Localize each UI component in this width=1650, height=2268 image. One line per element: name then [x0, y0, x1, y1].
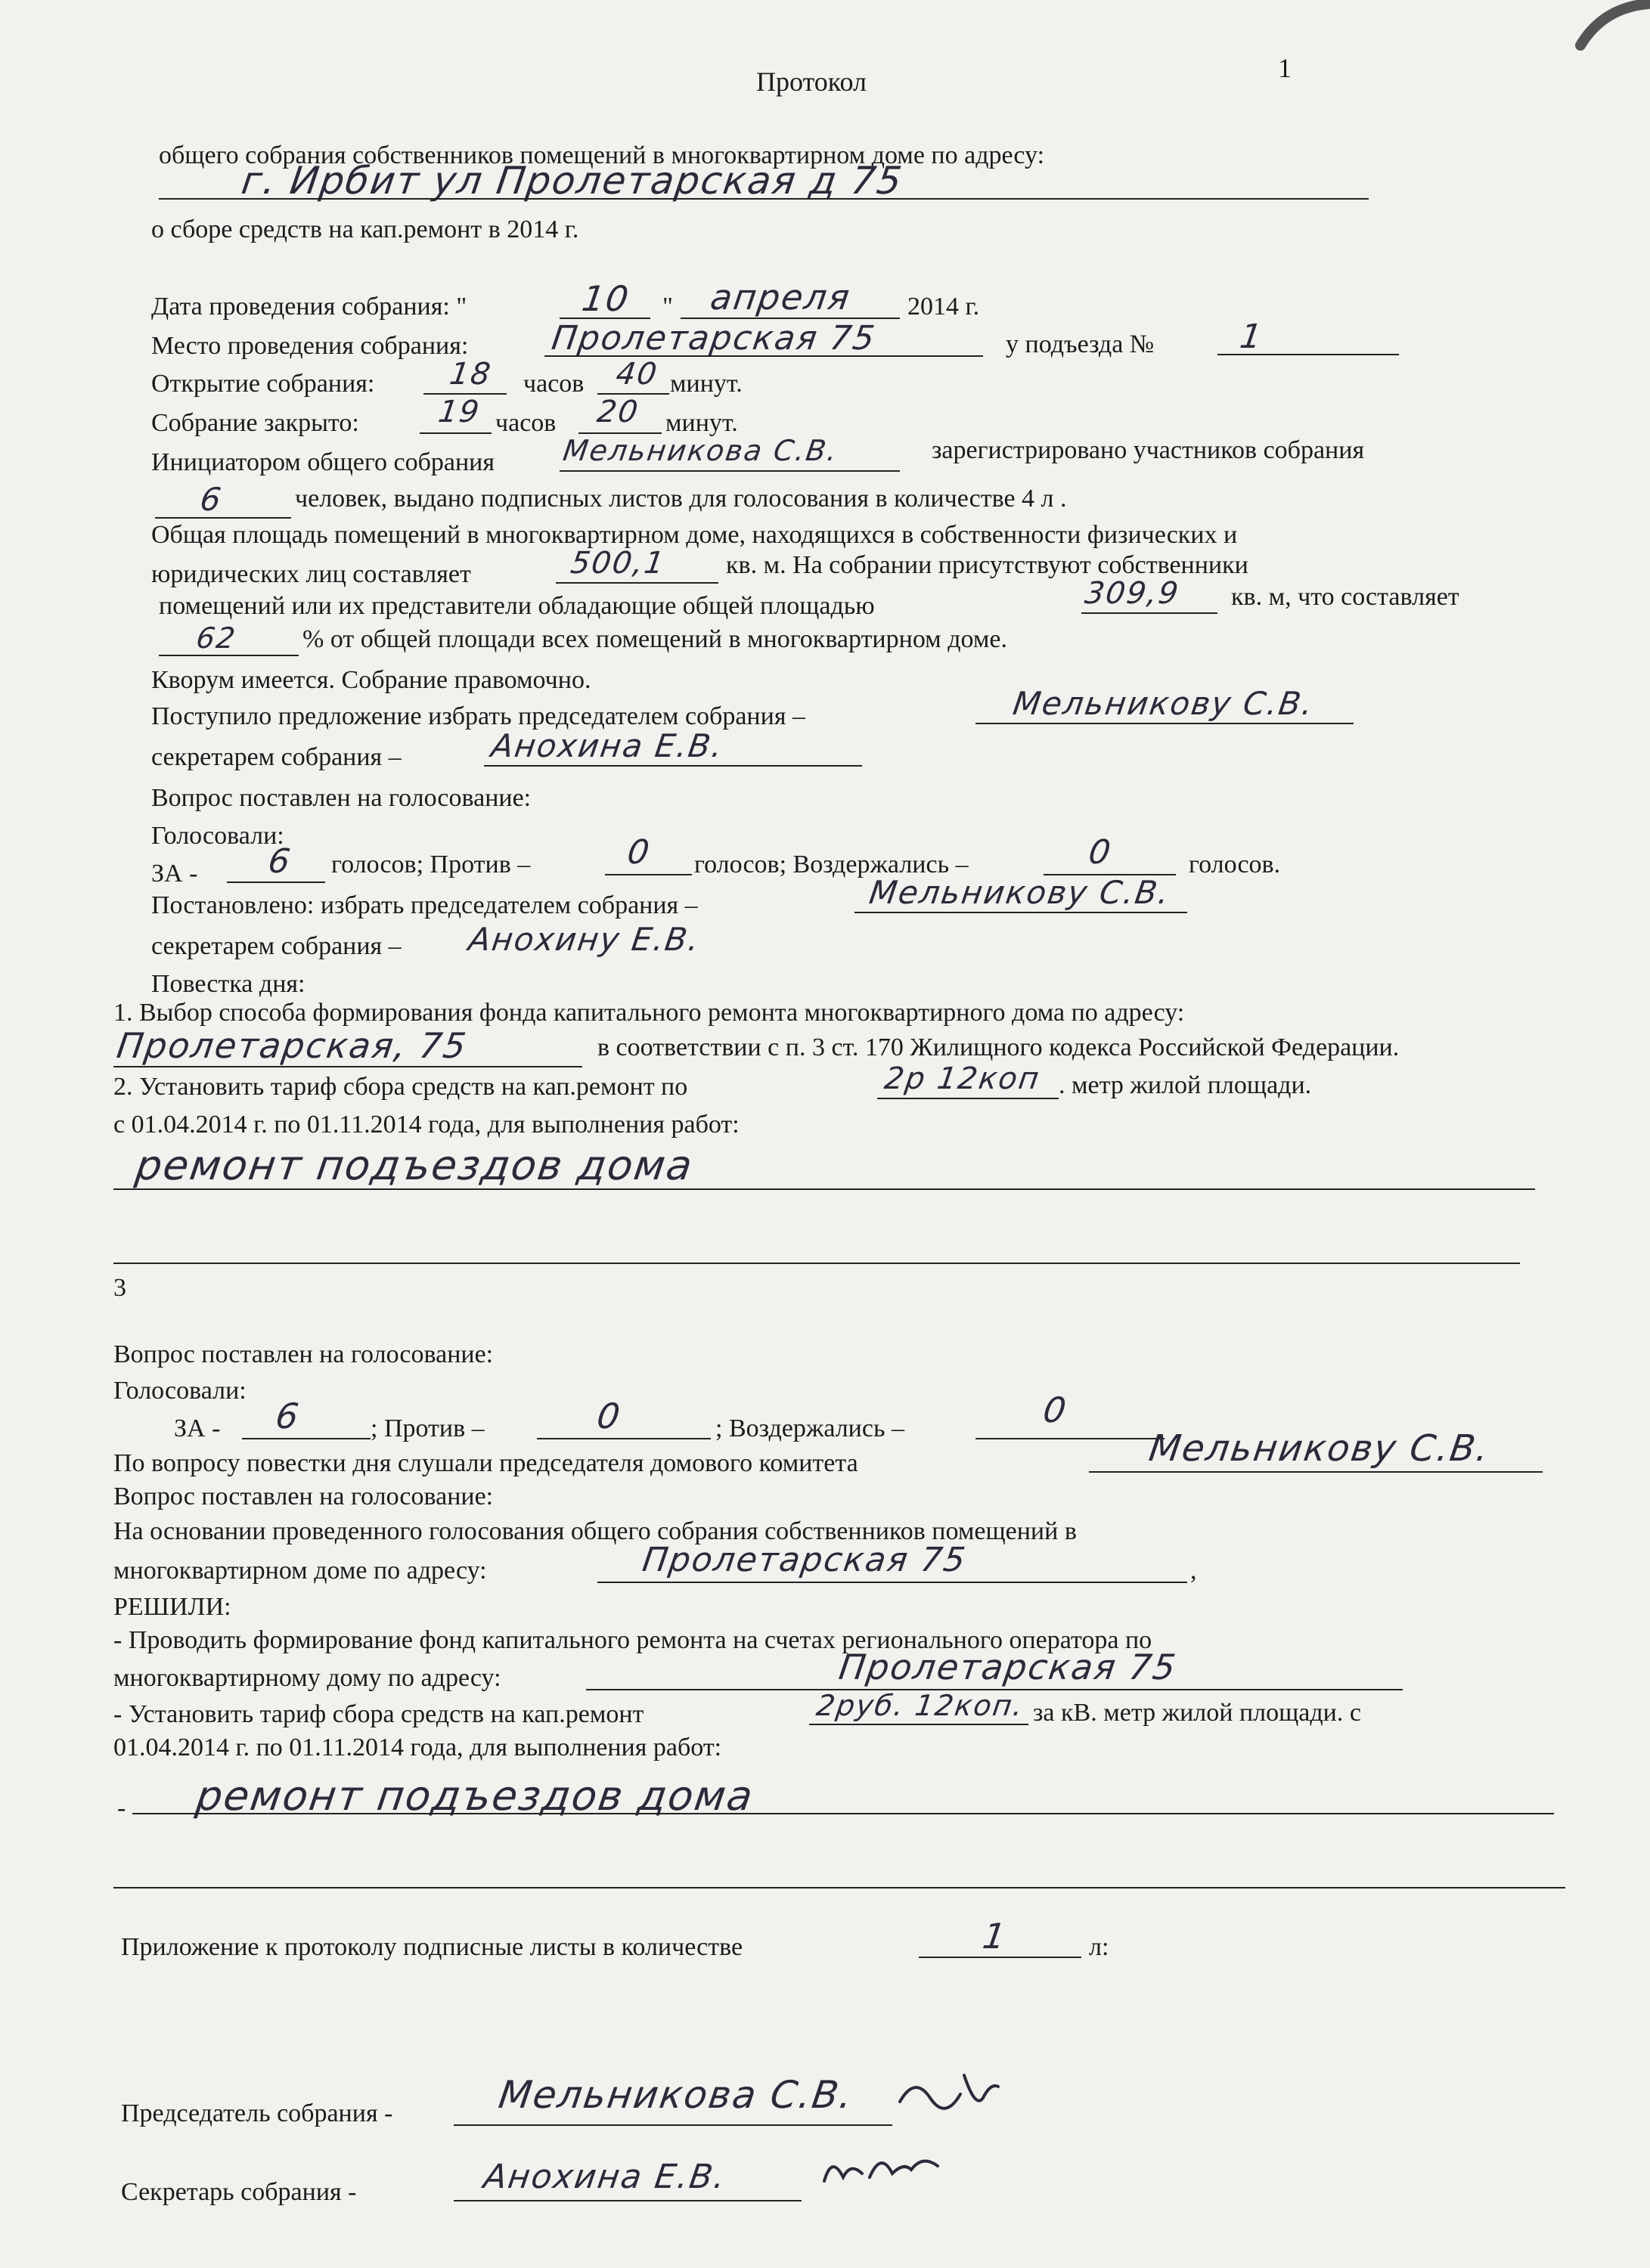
area-line-2-suffix: кв. м. На собрании присутствуют собственники	[726, 551, 1248, 579]
open-minutes-word: минут.	[670, 370, 743, 398]
signature-secretary-underline	[454, 2200, 802, 2201]
decision-question-put-2: Вопрос поставлен на голосование:	[113, 1483, 494, 1510]
participants-handwritten: 6	[197, 481, 225, 518]
agenda-works-handwritten: ремонт подъездов дома	[132, 1142, 696, 1189]
appendix-unit: л:	[1089, 1933, 1109, 1961]
chair-proposal-underline	[975, 723, 1354, 724]
initiator-underline	[560, 470, 900, 472]
decision-works-underline-2	[113, 1887, 1565, 1888]
registered-text: зарегистрировано участников собрания	[932, 436, 1365, 464]
decision-question-put: Вопрос поставлен на голосование:	[113, 1340, 494, 1368]
signature-chair-underline	[454, 2124, 892, 2126]
agenda-item-2-tariff-handwritten: 2р 12коп	[882, 1061, 1043, 1096]
area-total-handwritten: 500,1	[568, 546, 668, 581]
decision-voted-label: Голосовали:	[113, 1377, 247, 1405]
quorum-text: Кворум имеется. Собрание правомочно.	[151, 666, 591, 694]
resolved-secretary-label: секретарем собрания –	[151, 932, 402, 960]
participants-text: человек, выдано подписных листов для голосования в количестве 4 л .	[295, 485, 1067, 513]
agenda-item-1: 1. Выбор способа формирования фонда капитального ремонта многоквартирного дома по адресу:	[113, 999, 1185, 1027]
decision-tariff-underline	[809, 1724, 1028, 1725]
area-line-2-prefix: юридических лиц составляет	[151, 560, 471, 588]
decision-basis-comma: ,	[1190, 1557, 1197, 1585]
decision-heard-text: По вопросу повестки дня слушали председателя домового комитета	[113, 1449, 858, 1477]
votes-za-label: ЗА -	[151, 860, 198, 888]
decision-fund-line-2: многоквартирному дому по адресу:	[113, 1664, 501, 1692]
place-label: Место проведения собрания:	[151, 332, 469, 360]
date-day-handwritten: 10	[579, 278, 633, 319]
chair-signature-flourish-icon	[892, 2064, 1006, 2124]
agenda-label: Повестка дня:	[151, 970, 305, 998]
address-handwritten: г. Ирбит ул Пролетарская д 75	[238, 159, 906, 203]
close-minutes-word: минут.	[665, 409, 738, 437]
question-put: Вопрос поставлен на голосование:	[151, 784, 532, 812]
resolved-chair: Постановлено: избрать председателем собрания –	[151, 891, 698, 919]
close-hours-handwritten: 19	[436, 395, 483, 429]
open-hours-word: часов	[523, 370, 585, 398]
date-prefix: Дата проведения собрания: "	[151, 293, 467, 321]
agenda-item-1-underline	[113, 1066, 582, 1067]
signature-secretary-handwritten: Анохина Е.В.	[481, 2158, 729, 2196]
decision-works-handwritten: ремонт подъездов дома	[193, 1772, 757, 1820]
decision-tariff-handwritten: 2руб. 12коп.	[814, 1689, 1026, 1722]
close-hours-underline	[420, 432, 492, 434]
decision-za-underline	[242, 1438, 371, 1439]
appendix-count-underline	[919, 1957, 1081, 1958]
votes-za-underline	[227, 881, 325, 883]
decision-tariff-suffix: за кВ. метр жилой площади. с	[1033, 1699, 1361, 1727]
resolved-chair-handwritten: Мельникову С.В.	[867, 874, 1173, 911]
agenda-works-underline-2	[113, 1263, 1520, 1264]
date-year: 2014 г.	[907, 293, 980, 321]
place-handwritten: Пролетарская 75	[549, 319, 879, 358]
decision-works-dash: -	[117, 1794, 126, 1822]
area-line-3-prefix: помещений или их представители обладающие общей площадью	[159, 592, 875, 620]
appendix-text: Приложение к протоколу подписные листы в количестве	[121, 1933, 743, 1961]
decision-resolved-label: РЕШИЛИ:	[113, 1593, 231, 1621]
decision-works-underline-1	[132, 1813, 1554, 1814]
entrance-label: у подъезда №	[1006, 330, 1155, 358]
votes-word: голосов.	[1189, 850, 1281, 878]
area-line-1: Общая площадь помещений в многоквартирном доме, находящихся в собственности физических и	[151, 521, 1238, 549]
date-quote: "	[662, 293, 673, 321]
appendix-count-handwritten: 1	[980, 1916, 1010, 1957]
decision-tariff-prefix: - Установить тариф сбора средств на кап.ремонт	[113, 1700, 644, 1728]
decision-against-text: ; Против –	[371, 1414, 485, 1442]
votes-against-text: голосов; Против –	[331, 850, 531, 878]
corner-mark-icon	[1573, 0, 1650, 60]
document-title: Протокол	[756, 67, 867, 97]
votes-against-underline	[605, 874, 692, 875]
signature-chair-label: Председатель собрания -	[121, 2099, 393, 2127]
decision-abstain-handwritten: 0	[1041, 1390, 1071, 1430]
decision-basis-line-1: На основании проведенного голосования общего собрания собственников помещений в	[113, 1517, 1077, 1545]
votes-abstain-handwritten: 0	[1086, 833, 1115, 872]
percent-text: % от общей площади всех помещений в многоквартирном доме.	[302, 625, 1007, 653]
agenda-item-1-suffix: в соответствии с п. 3 ст. 170 Жилищного кодекса Российской Федерации.	[597, 1033, 1400, 1061]
agenda-item-2-prefix: 2. Установить тариф сбора средств на кап.ремонт по	[113, 1073, 688, 1101]
votes-za-handwritten: 6	[265, 842, 294, 881]
secretary-label: секретарем собрания –	[151, 743, 402, 771]
secretary-signature-flourish-icon	[817, 2139, 945, 2200]
initiator-label: Инициатором общего собрания	[151, 448, 495, 476]
votes-abstain-text: голосов; Воздержались –	[694, 850, 969, 878]
secretary-handwritten: Анохина Е.В.	[488, 727, 727, 764]
open-minutes-handwritten: 40	[613, 357, 661, 392]
signature-secretary-label: Секретарь собрания -	[121, 2178, 357, 2206]
decision-period: 01.04.2014 г. по 01.11.2014 года, для выполнения работ:	[113, 1734, 722, 1761]
decision-fund-line-1: - Проводить формирование фонд капитального ремонта на счетах регионального оператора по	[113, 1626, 1152, 1654]
decision-abstain-text: ; Воздержались –	[715, 1414, 904, 1442]
chair-proposal-handwritten: Мельникову С.В.	[1010, 685, 1317, 722]
decision-basis-address-underline	[597, 1582, 1187, 1583]
decision-heard-underline	[1089, 1471, 1543, 1473]
close-hours-word: часов	[495, 409, 557, 437]
voted-label: Голосовали:	[151, 822, 284, 850]
percent-underline	[159, 655, 299, 656]
secretary-underline	[484, 765, 862, 767]
resolved-chair-underline	[854, 912, 1187, 913]
area-total-underline	[556, 582, 718, 584]
initiator-handwritten: Мельникова С.В.	[560, 434, 841, 467]
agenda-item-2-suffix: . метр жилой площади.	[1059, 1071, 1312, 1099]
agenda-item-3: 3	[113, 1274, 126, 1302]
decision-basis-line-2: многоквартирном доме по адресу:	[113, 1557, 487, 1585]
close-label: Собрание закрыто:	[151, 409, 359, 437]
resolved-secretary-handwritten: Анохину Е.В.	[466, 921, 703, 958]
decision-heard-handwritten: Мельникову С.В.	[1146, 1427, 1493, 1470]
decision-fund-address-handwritten: Пролетарская 75	[836, 1647, 1180, 1687]
decision-abstain-underline	[975, 1438, 1165, 1439]
signature-chair-handwritten: Мельникова С.В.	[495, 2073, 857, 2117]
chair-proposal: Поступило предложение избрать председателем собрания –	[151, 702, 805, 730]
place-underline	[544, 355, 983, 357]
area-present-underline	[1081, 612, 1217, 614]
decision-za-label: ЗА -	[174, 1414, 221, 1442]
entrance-handwritten: 1	[1237, 318, 1266, 356]
open-hours-handwritten: 18	[447, 357, 495, 392]
agenda-item-1-address-handwritten: Пролетарская, 75	[114, 1025, 470, 1066]
open-label: Открытие собрания:	[151, 370, 375, 398]
decision-za-handwritten: 6	[273, 1396, 303, 1436]
area-line-3-suffix: кв. м, что составляет	[1231, 583, 1459, 611]
percent-handwritten: 62	[194, 621, 239, 655]
intro-line-2: о сборе средств на кап.ремонт в 2014 г.	[151, 215, 579, 243]
agenda-works-underline-1	[113, 1188, 1535, 1190]
intro-line-1: общего собрания собственников помещений в многоквартирном доме по адресу:	[159, 141, 1045, 169]
decision-against-underline	[537, 1438, 711, 1439]
close-minutes-handwritten: 20	[594, 395, 642, 429]
date-month-handwritten: апреля	[708, 277, 854, 318]
votes-against-handwritten: 0	[625, 833, 653, 872]
agenda-item-2-period: с 01.04.2014 г. по 01.11.2014 года, для выполнения работ:	[113, 1111, 740, 1139]
address-underline	[159, 198, 1369, 200]
participants-underline	[155, 517, 291, 519]
decision-basis-address-handwritten: Пролетарская 75	[640, 1541, 969, 1579]
agenda-item-2-underline	[877, 1098, 1059, 1099]
entrance-underline	[1217, 354, 1399, 355]
area-present-handwritten: 309,9	[1082, 576, 1182, 611]
page-number: 1	[1278, 53, 1292, 83]
decision-against-handwritten: 0	[594, 1396, 625, 1436]
